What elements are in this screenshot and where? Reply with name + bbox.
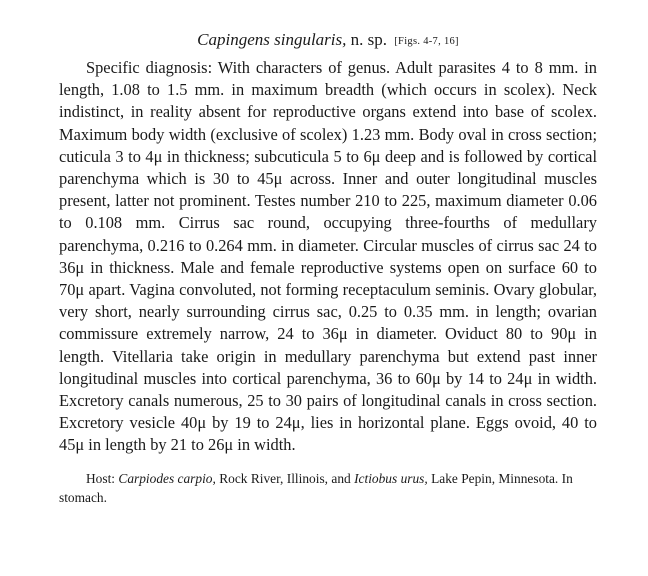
diagnosis-text: With characters of genus. Adult parasites 4 to 8 mm. in length, 1.08 to 1.5 mm. in maximum breadth (which occurs in scolex). Neck indistinct, in reality absent for reproductive organs extend into base of scolex. Maximum body width (exclusive of scolex) 1.23 mm. Body oval in cross section; cuticula 3 to 4μ in thickness; subcuticula 5 to 6μ deep and is followed by cortical parenchyma which is 30 to 45μ across. Inner and outer longitudinal muscles present, latter not prominent. Testes number 210 to 225, maximum diameter 0.06 to 0.108 mm. Cirrus sac round, occupying three-fourths of medullary parenchyma, 0.216 to 0.264 mm. in diameter. Circular muscles of cirrus sac 24 to 36μ in thickness. Male and female reproductive systems open on surface 60 to 70μ apart. Vagina convoluted, not forming receptaculum seminis. Ovary globular, very short, nearly surrounding cirrus sac, 0.25 to 0.35 mm. in length; ovarian commissure extremely narrow, 24 to 36μ in diameter. Oviduct 80 to 90μ in length. Vitellaria take origin in medullary parenchyma but extend past inner longitudinal muscles into cortical parenchyma, 36 to 60μ by 14 to 24μ in width. Excretory canals numerous, 25 to 30 pairs of longitudinal canals in cross section. Excretory vesicle 40μ by 19 to 24μ, lies in horizontal plane. Eggs ovoid, 40 to 45μ in length by 21 to 26μ in width. [59, 58, 597, 455]
host-label: Host: [86, 470, 116, 486]
host-species-1: Carpiodes carpio, [118, 470, 216, 486]
specific-diagnosis-paragraph [59, 57, 597, 457]
diagnosis-label: Specific diagnosis: [86, 58, 213, 77]
species-designation: n. sp. [350, 30, 388, 49]
figure-reference: [Figs. 4-7, 16] [394, 36, 459, 47]
host-paragraph [59, 469, 597, 507]
species-heading [59, 28, 597, 54]
host-locality-1: Rock River, Illinois, and [219, 470, 351, 486]
article-page [59, 28, 597, 507]
species-name: Capingens singularis, [197, 30, 347, 49]
host-species-2: Ictiobus urus, [354, 470, 428, 486]
host-locality-2: Lake Pepin, Minnesota. In stomach. [59, 470, 573, 505]
